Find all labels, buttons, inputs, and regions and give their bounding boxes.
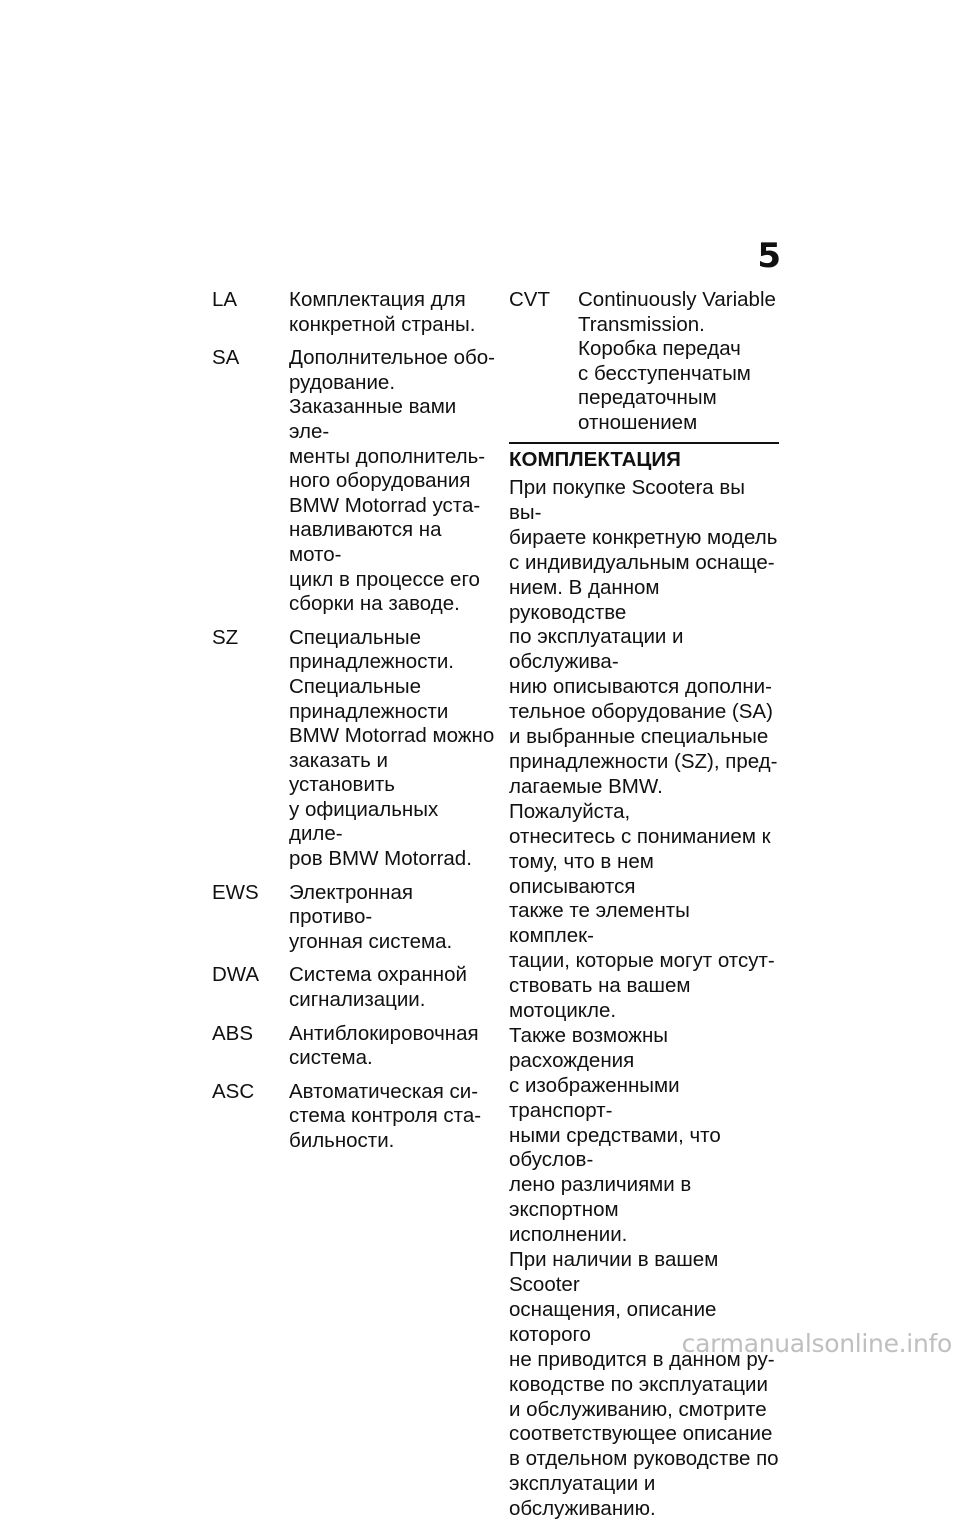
definition-line: Специальные — [289, 625, 421, 649]
definition-line: Заказанные вами эле- — [289, 395, 457, 443]
abbreviation-entry — [212, 963, 497, 1012]
abbreviation-definition — [289, 963, 497, 1012]
definition-line: BMW Motorrad уста- — [289, 493, 481, 517]
definition-line: угонная система. — [289, 929, 453, 953]
body-line: Также возможны расхождения — [509, 1023, 669, 1072]
body-line: с индивидуальным оснаще- — [509, 550, 775, 574]
definition-line: конкретной страны. — [289, 312, 476, 336]
body-line: лено различиями в экспортном — [509, 1173, 692, 1222]
definition-line: Система охранной — [289, 963, 467, 987]
abbreviation-term: SA — [212, 346, 240, 370]
body-line: ными средствами, что обуслов- — [509, 1123, 721, 1172]
abbreviation-definition — [289, 881, 497, 955]
definition-line: Коробка передач — [578, 337, 741, 361]
body-line: При покупке Scootera вы вы- — [509, 476, 746, 524]
definition-line: стема контроля ста- — [289, 1104, 482, 1128]
definition-line: Специальные — [289, 674, 421, 698]
body-paragraph — [509, 1248, 779, 1522]
section-divider — [509, 442, 779, 444]
definition-line: с бесступенчатым — [578, 361, 751, 385]
section-title: КОМПЛЕКТАЦИЯ — [509, 448, 681, 471]
abbreviation-definition — [289, 346, 497, 617]
definition-line: отношением — [578, 410, 698, 434]
abbreviation-entry — [212, 1080, 497, 1154]
definition-line: принадлежности — [289, 699, 449, 723]
abbreviation-definition — [289, 1022, 497, 1071]
abbreviation-term: EWS — [212, 880, 259, 904]
body-paragraph — [509, 476, 779, 1248]
body-line: отнеситесь с пониманием к — [509, 824, 771, 848]
body-line: нию описываются дополни- — [509, 675, 772, 699]
definition-line: у официальных диле- — [289, 797, 439, 846]
body-line: не приводится в данном ру- — [509, 1347, 775, 1371]
definition-line: принадлежности. — [289, 650, 454, 674]
abbreviation-term: DWA — [212, 963, 260, 987]
body-line: бираете конкретную модель — [509, 525, 778, 549]
section-body — [509, 476, 779, 1522]
abbreviation-term: ASC — [212, 1079, 255, 1103]
abbreviation-definition — [578, 288, 784, 436]
abbreviation-entry — [509, 288, 784, 436]
watermark-link[interactable]: carmanualsonline.info — [681, 1329, 952, 1358]
page-number: 5 — [757, 236, 781, 276]
body-line: эксплуатации и обслуживанию. — [509, 1472, 656, 1521]
definition-line: Комплектация для — [289, 288, 466, 311]
body-line: исполнении. — [509, 1223, 628, 1247]
definition-line: сигнализации. — [289, 988, 426, 1012]
definition-line: Дополнительное обо- — [289, 346, 496, 370]
definition-line: ров BMW Motorrad. — [289, 847, 472, 871]
body-line: оснащения, описание которого — [509, 1297, 717, 1346]
abbreviation-entry — [212, 881, 497, 955]
abbreviation-definition — [289, 1080, 497, 1154]
abbreviation-entry — [212, 346, 497, 617]
abbreviation-term: CVT — [509, 288, 550, 311]
definition-line: рудование. — [289, 370, 396, 394]
body-line: по эксплуатации и обслужива- — [509, 625, 684, 674]
body-line: лагаемые BMW. Пожалуйста, — [509, 774, 663, 823]
abbreviation-term: SZ — [212, 625, 239, 649]
body-line: с изображенными транспорт- — [509, 1073, 680, 1122]
definition-line: передаточным — [578, 386, 717, 410]
definition-line: BMW Motorrad можно — [289, 724, 495, 748]
abbreviation-entry — [212, 1022, 497, 1071]
body-line: нием. В данном руководстве — [509, 575, 660, 624]
body-line: соответствующее описание — [509, 1422, 773, 1446]
definition-line: Электронная противо- — [289, 880, 413, 929]
body-line: и обслуживанию, смотрите — [509, 1397, 767, 1421]
definition-line: сборки на заводе. — [289, 592, 460, 616]
abbreviation-list-left — [212, 288, 497, 1163]
definition-line: ного оборудования — [289, 469, 471, 493]
body-line: ководстве по эксплуатации — [509, 1372, 768, 1396]
body-line: ствовать на вашем мотоцикле. — [509, 974, 691, 1023]
definition-line: навливаются на мото- — [289, 518, 442, 566]
body-line: также те элементы комплек- — [509, 899, 690, 948]
abbreviation-entry — [212, 626, 497, 872]
body-line: в отдельном руководстве по — [509, 1447, 779, 1471]
abbreviation-definition — [289, 626, 497, 872]
body-line: тации, которые могут отсут- — [509, 949, 775, 973]
definition-line: цикл в процессе его — [289, 567, 480, 591]
definition-line: система. — [289, 1046, 373, 1070]
body-line: принадлежности (SZ), пред- — [509, 749, 778, 773]
definition-line: Автоматическая си- — [289, 1079, 479, 1103]
body-line: тельное оборудование (SA) — [509, 700, 773, 724]
section-equipment — [509, 442, 779, 1522]
abbreviation-definition — [289, 288, 497, 337]
definition-line: заказать и установить — [289, 748, 395, 797]
abbreviation-term: ABS — [212, 1021, 254, 1045]
abbreviation-term: LA — [212, 288, 238, 311]
definition-line: Continuously Variable — [578, 288, 776, 311]
body-line: и выбранные специальные — [509, 725, 769, 749]
definition-line: Transmission. — [578, 312, 705, 336]
body-line: При наличии в вашем Scooter — [509, 1248, 719, 1296]
definition-line: бильности. — [289, 1129, 395, 1152]
body-line: тому, что в нем описываются — [509, 849, 654, 898]
abbreviation-list-right — [509, 288, 784, 445]
definition-line: Антиблокировочная — [289, 1021, 479, 1045]
definition-line: менты дополнитель- — [289, 444, 486, 468]
abbreviation-entry — [212, 288, 497, 337]
